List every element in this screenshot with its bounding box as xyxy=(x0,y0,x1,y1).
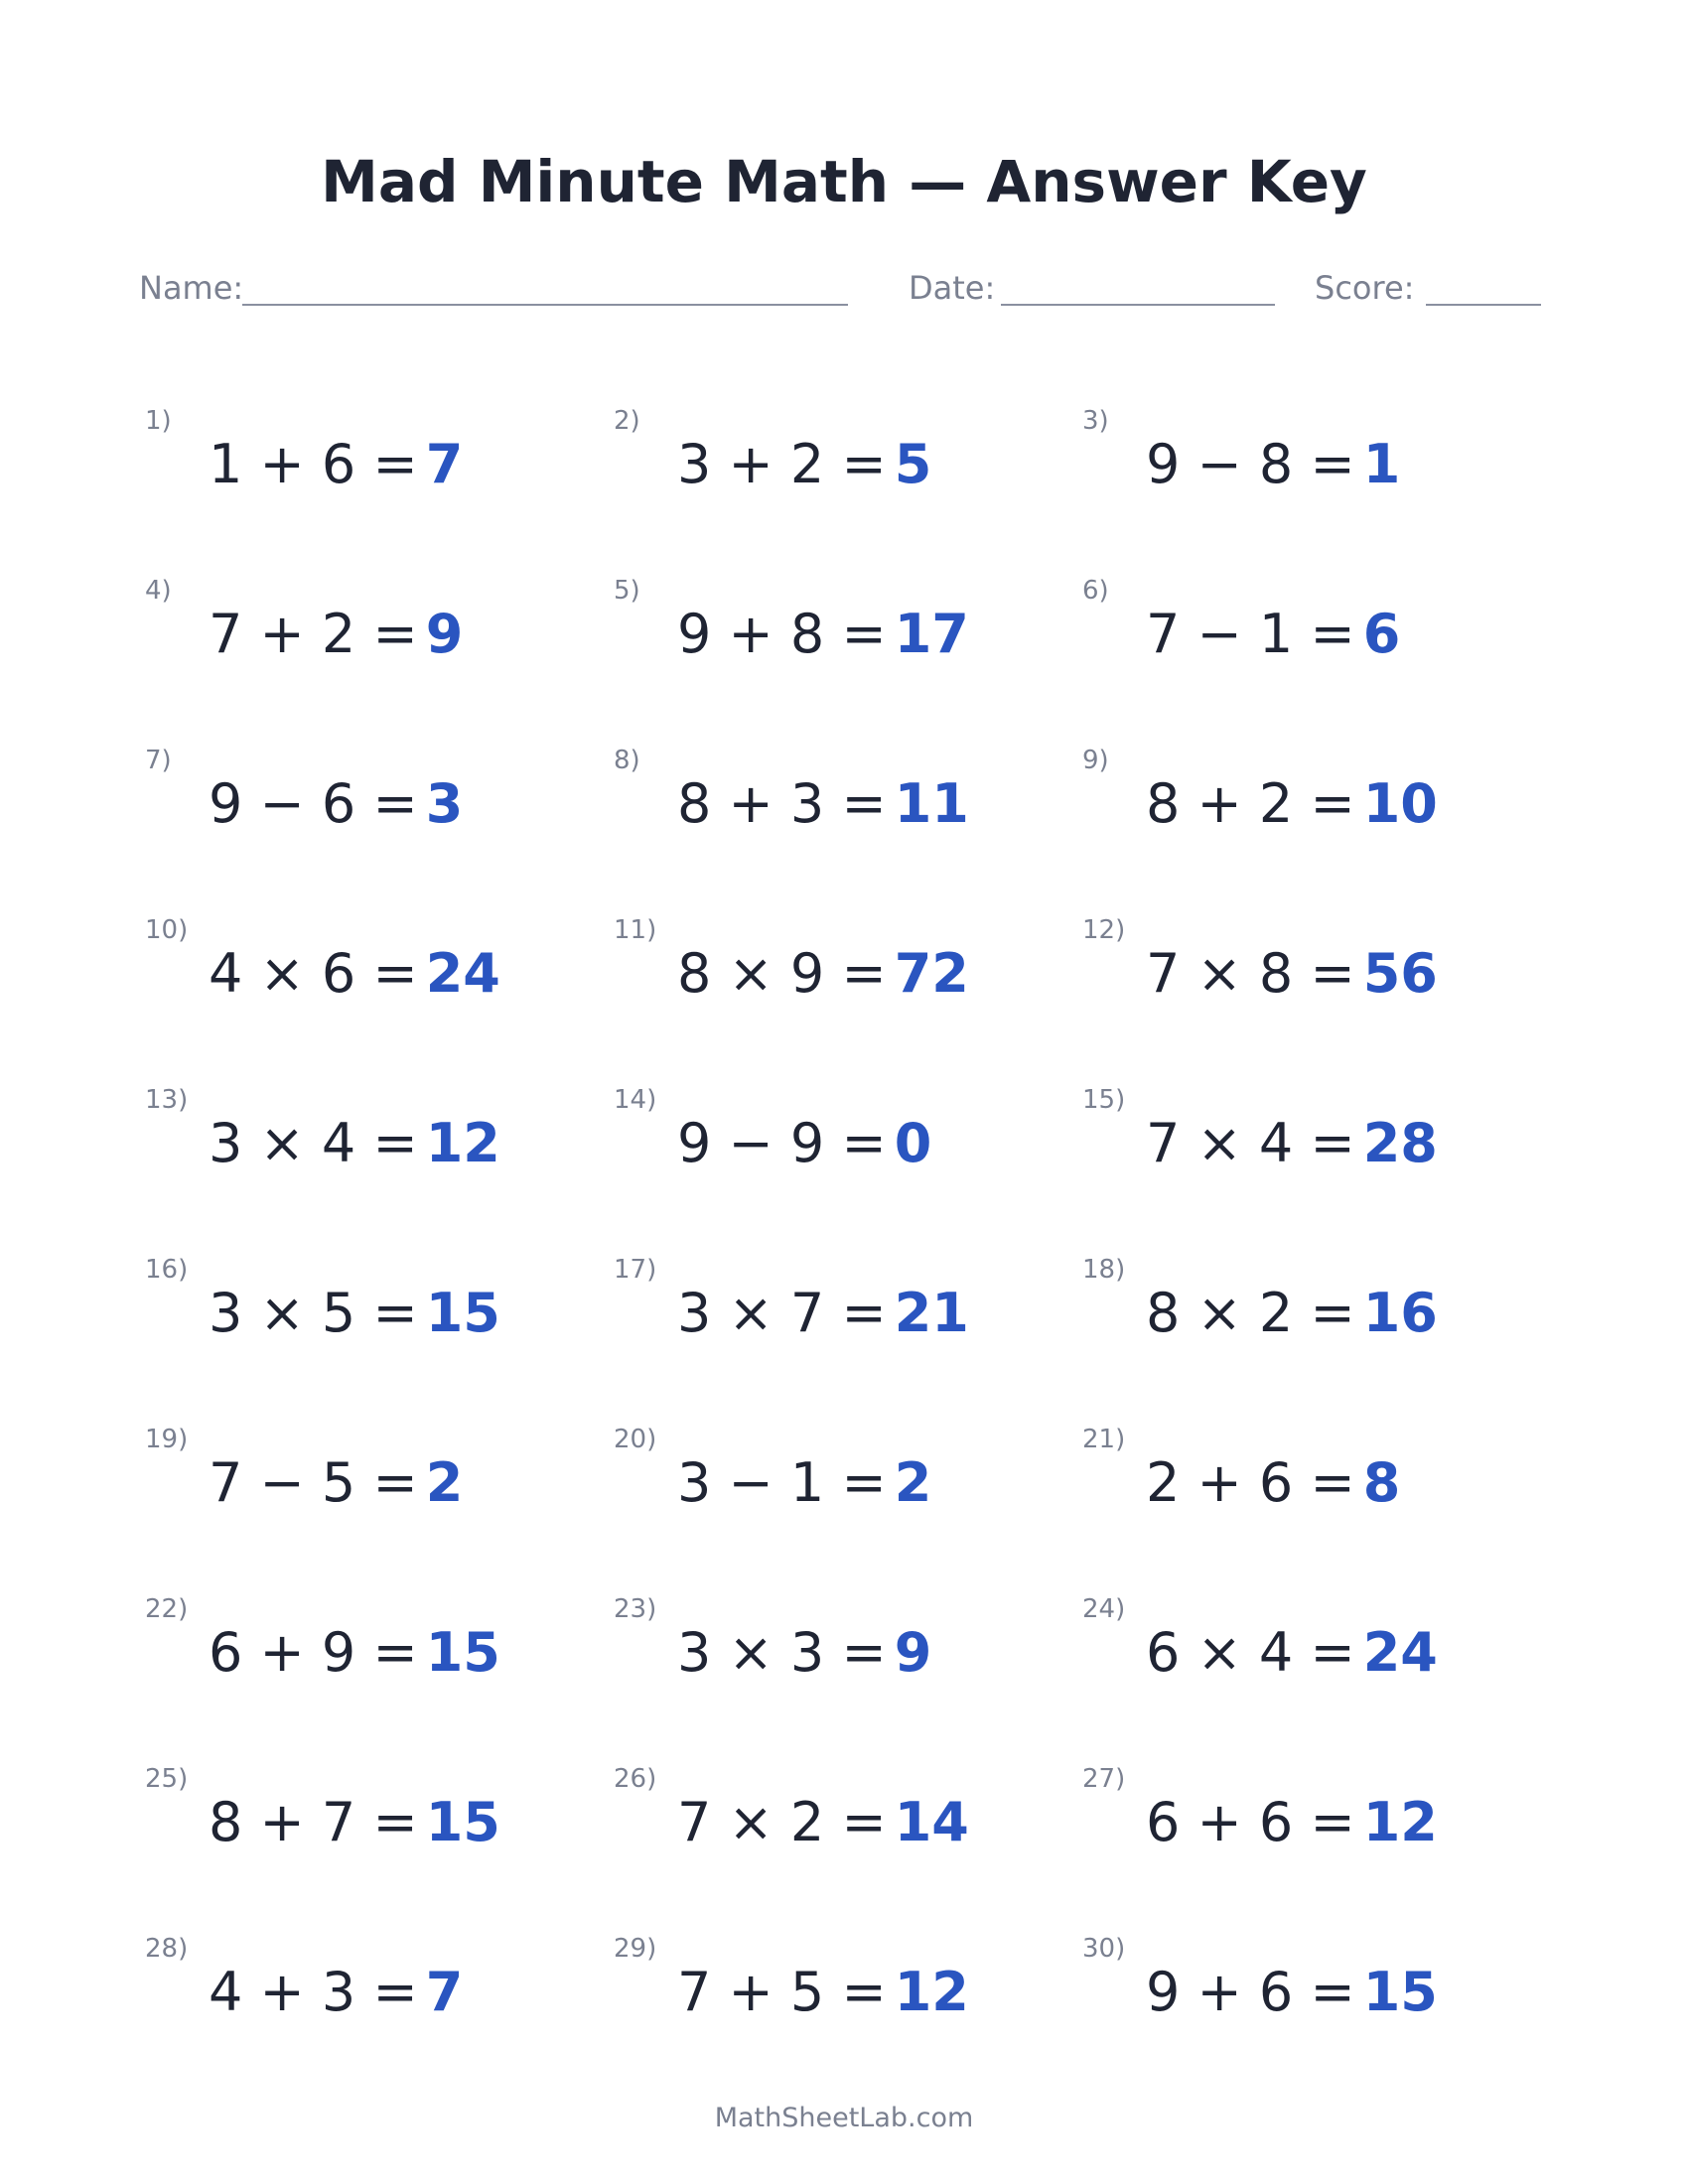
problem-answer: 14 xyxy=(894,1791,969,1853)
problem-item xyxy=(1076,1920,1543,2090)
problem-item xyxy=(1076,1411,1543,1580)
problem-item xyxy=(608,1580,1074,1750)
problem-answer: 9 xyxy=(894,1621,932,1684)
date-label: Date: xyxy=(909,269,996,307)
problem-number: 10) xyxy=(145,915,189,945)
problem-answer: 10 xyxy=(1362,772,1438,835)
problem-answer: 2 xyxy=(425,1451,464,1514)
problem-number: 7) xyxy=(145,746,172,775)
problem-answer: 3 xyxy=(425,772,464,835)
problem-expression xyxy=(1146,769,1438,839)
problem-expression xyxy=(677,1788,969,1857)
problem-answer: 12 xyxy=(1362,1791,1438,1853)
problem-item xyxy=(608,1241,1074,1411)
problem-answer: 17 xyxy=(894,603,969,665)
problem-expression xyxy=(209,1109,500,1178)
problem-expression xyxy=(677,1618,931,1688)
problem-number: 25) xyxy=(145,1764,189,1794)
problem-answer: 15 xyxy=(1362,1961,1438,2023)
problem-expression xyxy=(1146,1279,1438,1348)
problem-item xyxy=(1076,1580,1543,1750)
problem-answer: 15 xyxy=(425,1282,500,1344)
problem-number: 20) xyxy=(614,1425,657,1454)
problem-expression xyxy=(677,1448,931,1518)
problem-item xyxy=(139,1750,606,1920)
problem-question: 8 × 9 = xyxy=(677,942,887,1005)
problem-answer: 7 xyxy=(425,1961,464,2023)
problem-expression xyxy=(209,939,500,1009)
problem-number: 8) xyxy=(614,746,640,775)
problem-number: 9) xyxy=(1082,746,1109,775)
problem-item xyxy=(139,901,606,1071)
problem-question: 8 × 2 = xyxy=(1146,1282,1355,1344)
problem-expression xyxy=(1146,1109,1438,1178)
problem-item xyxy=(608,1920,1074,2090)
problem-expression xyxy=(1146,1618,1438,1688)
name-field-line[interactable] xyxy=(242,304,848,306)
problem-item xyxy=(139,1071,606,1241)
problem-item xyxy=(139,1920,606,2090)
problem-number: 12) xyxy=(1082,915,1126,945)
problem-question: 7 × 4 = xyxy=(1146,1112,1355,1174)
problem-item xyxy=(608,1750,1074,1920)
problem-expression xyxy=(677,600,969,669)
problem-expression xyxy=(209,1958,463,2027)
problem-expression xyxy=(209,1448,463,1518)
problem-question: 4 + 3 = xyxy=(209,1961,418,2023)
problem-item xyxy=(1076,1241,1543,1411)
problem-question: 7 + 5 = xyxy=(677,1961,887,2023)
problem-question: 6 + 9 = xyxy=(209,1621,418,1684)
problem-item xyxy=(608,1071,1074,1241)
problem-answer: 9 xyxy=(425,603,464,665)
problem-question: 6 × 4 = xyxy=(1146,1621,1355,1684)
problem-expression xyxy=(677,939,969,1009)
problem-number: 26) xyxy=(614,1764,657,1794)
problem-answer: 56 xyxy=(1362,942,1438,1005)
score-label: Score: xyxy=(1315,269,1415,307)
problem-answer: 12 xyxy=(425,1112,500,1174)
problem-answer: 5 xyxy=(894,433,932,495)
problem-question: 4 × 6 = xyxy=(209,942,418,1005)
problem-number: 5) xyxy=(614,576,640,606)
problem-number: 2) xyxy=(614,406,640,436)
problem-number: 15) xyxy=(1082,1085,1126,1115)
problem-item xyxy=(1076,901,1543,1071)
problem-item xyxy=(1076,1750,1543,1920)
problem-question: 9 + 6 = xyxy=(1146,1961,1355,2023)
problem-number: 6) xyxy=(1082,576,1109,606)
student-info-row xyxy=(139,262,1549,314)
problem-number: 14) xyxy=(614,1085,657,1115)
problem-question: 9 − 8 = xyxy=(1146,433,1355,495)
problem-question: 2 + 6 = xyxy=(1146,1451,1355,1514)
problem-expression xyxy=(209,769,463,839)
problem-question: 3 − 1 = xyxy=(677,1451,887,1514)
problem-expression xyxy=(677,769,969,839)
page-title: Mad Minute Math — Answer Key xyxy=(321,148,1367,215)
problem-item xyxy=(139,1241,606,1411)
problem-number: 1) xyxy=(145,406,172,436)
problem-item xyxy=(139,1580,606,1750)
problem-question: 7 × 2 = xyxy=(677,1791,887,1853)
problem-expression xyxy=(209,1788,500,1857)
problem-item xyxy=(1076,732,1543,901)
problem-item xyxy=(608,562,1074,732)
date-field-line[interactable] xyxy=(1001,304,1275,306)
problem-expression xyxy=(1146,1448,1400,1518)
problem-number: 4) xyxy=(145,576,172,606)
problem-item xyxy=(608,901,1074,1071)
problem-question: 9 − 6 = xyxy=(209,772,418,835)
problem-question: 8 + 2 = xyxy=(1146,772,1355,835)
problem-item xyxy=(608,392,1074,562)
problem-answer: 11 xyxy=(894,772,969,835)
problem-answer: 24 xyxy=(1362,1621,1438,1684)
problem-number: 17) xyxy=(614,1255,657,1285)
problem-expression xyxy=(1146,1788,1438,1857)
problem-question: 8 + 3 = xyxy=(677,772,887,835)
problem-number: 18) xyxy=(1082,1255,1126,1285)
problem-answer: 12 xyxy=(894,1961,969,2023)
problem-answer: 15 xyxy=(425,1791,500,1853)
problem-item xyxy=(139,562,606,732)
problem-number: 16) xyxy=(145,1255,189,1285)
footer-site-name: MathSheetLab.com xyxy=(714,2103,974,2133)
problem-answer: 7 xyxy=(425,433,464,495)
problem-number: 24) xyxy=(1082,1594,1126,1624)
problem-item xyxy=(1076,562,1543,732)
problem-item xyxy=(608,732,1074,901)
score-field-line[interactable] xyxy=(1426,304,1541,306)
problem-number: 21) xyxy=(1082,1425,1126,1454)
problem-answer: 2 xyxy=(894,1451,932,1514)
problem-answer: 28 xyxy=(1362,1112,1438,1174)
problem-item xyxy=(1076,1071,1543,1241)
problem-question: 3 + 2 = xyxy=(677,433,887,495)
problem-expression xyxy=(677,1958,969,2027)
problem-number: 28) xyxy=(145,1934,189,1964)
problem-expression xyxy=(209,1618,500,1688)
problem-question: 3 × 7 = xyxy=(677,1282,887,1344)
problem-expression xyxy=(677,1109,931,1178)
problem-answer: 21 xyxy=(894,1282,969,1344)
problem-expression xyxy=(677,1279,969,1348)
problem-number: 3) xyxy=(1082,406,1109,436)
problem-question: 7 − 5 = xyxy=(209,1451,418,1514)
problem-question: 3 × 4 = xyxy=(209,1112,418,1174)
problem-question: 9 + 8 = xyxy=(677,603,887,665)
problem-number: 13) xyxy=(145,1085,189,1115)
problem-answer: 24 xyxy=(425,942,500,1005)
problem-question: 9 − 9 = xyxy=(677,1112,887,1174)
problem-number: 27) xyxy=(1082,1764,1126,1794)
problem-number: 19) xyxy=(145,1425,189,1454)
problem-expression xyxy=(1146,939,1438,1009)
problem-number: 29) xyxy=(614,1934,657,1964)
problem-expression xyxy=(1146,600,1400,669)
problem-question: 7 + 2 = xyxy=(209,603,418,665)
problem-expression xyxy=(209,600,463,669)
problem-item xyxy=(139,1411,606,1580)
problem-question: 6 + 6 = xyxy=(1146,1791,1355,1853)
problem-question: 7 × 8 = xyxy=(1146,942,1355,1005)
problem-question: 3 × 3 = xyxy=(677,1621,887,1684)
problem-number: 11) xyxy=(614,915,657,945)
problem-number: 30) xyxy=(1082,1934,1126,1964)
problem-answer: 16 xyxy=(1362,1282,1438,1344)
name-label: Name: xyxy=(139,269,244,307)
problem-expression xyxy=(209,1279,500,1348)
problem-answer: 0 xyxy=(894,1112,932,1174)
problem-number: 23) xyxy=(614,1594,657,1624)
problem-item xyxy=(139,392,606,562)
problem-expression xyxy=(677,430,931,499)
problem-item xyxy=(1076,392,1543,562)
problem-expression xyxy=(209,430,463,499)
problem-expression xyxy=(1146,1958,1438,2027)
problem-answer: 72 xyxy=(894,942,969,1005)
problem-answer: 6 xyxy=(1362,603,1401,665)
problem-number: 22) xyxy=(145,1594,189,1624)
problem-answer: 8 xyxy=(1362,1451,1401,1514)
problem-question: 3 × 5 = xyxy=(209,1282,418,1344)
problem-answer: 1 xyxy=(1362,433,1401,495)
problem-item xyxy=(608,1411,1074,1580)
problem-item xyxy=(139,732,606,901)
problem-question: 8 + 7 = xyxy=(209,1791,418,1853)
problem-expression xyxy=(1146,430,1400,499)
problem-answer: 15 xyxy=(425,1621,500,1684)
problem-question: 7 − 1 = xyxy=(1146,603,1355,665)
problem-question: 1 + 6 = xyxy=(209,433,418,495)
